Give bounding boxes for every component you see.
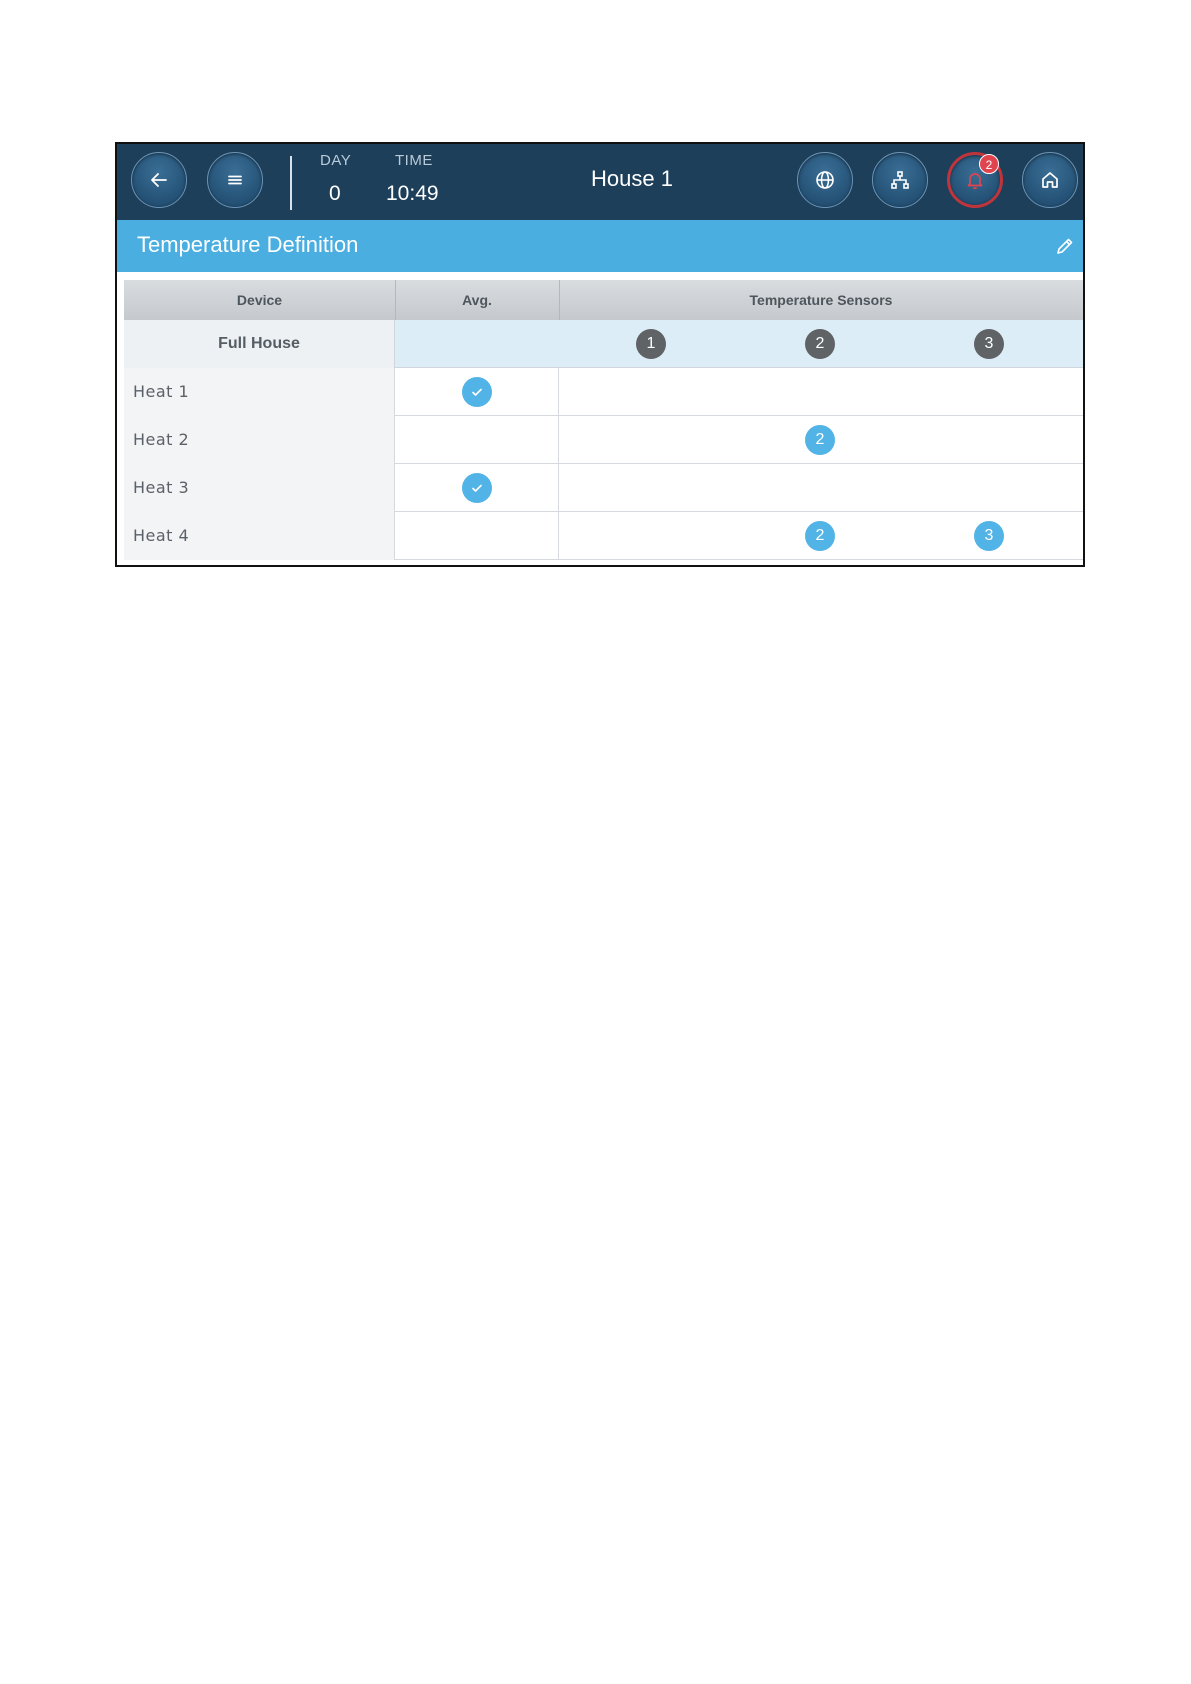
topbar-divider — [290, 156, 292, 210]
sensor-3-selected-badge[interactable]: 3 — [974, 521, 1004, 551]
sensor-3-header-badge: 3 — [974, 329, 1004, 359]
header-temperature-sensors: Temperature Sensors — [749, 292, 893, 308]
pencil-icon[interactable] — [1053, 234, 1077, 258]
row-label: Heat 2 — [124, 416, 395, 464]
avg-cell[interactable] — [395, 368, 559, 416]
header-avg: Avg. — [462, 292, 492, 308]
day-value: 0 — [329, 182, 341, 205]
network-icon — [888, 168, 912, 192]
row-label: Heat 4 — [124, 512, 395, 560]
table-row-heat-4[interactable] — [124, 512, 1083, 560]
hamburger-menu-icon — [223, 168, 247, 192]
sensor-2-header-badge: 2 — [805, 329, 835, 359]
sensor-2-selected-badge[interactable]: 2 — [805, 425, 835, 455]
globe-icon — [813, 168, 837, 192]
day-label: DAY — [320, 152, 352, 169]
time-value: 10:49 — [386, 182, 439, 205]
full-house-label: Full House — [124, 320, 395, 368]
time-label: TIME — [395, 152, 433, 169]
avg-cell[interactable] — [395, 512, 559, 560]
table-row-heat-1[interactable] — [124, 368, 1083, 416]
home-icon — [1038, 168, 1062, 192]
temperature-definition-table — [124, 280, 1083, 564]
back-button[interactable] — [131, 152, 187, 208]
globe-button[interactable] — [797, 152, 853, 208]
row-label: Heat 1 — [124, 368, 395, 416]
header-device: Device — [236, 292, 283, 308]
table-header-row — [124, 280, 1083, 320]
table-row-heat-2[interactable] — [124, 416, 1083, 464]
full-house-row — [124, 320, 1083, 368]
home-button[interactable] — [1022, 152, 1078, 208]
house-title: House 1 — [591, 166, 673, 191]
alarm-count-badge: 2 — [979, 154, 999, 174]
menu-button[interactable] — [207, 152, 263, 208]
avg-cell[interactable] — [395, 416, 559, 464]
row-label: Heat 3 — [124, 464, 395, 512]
network-button[interactable] — [872, 152, 928, 208]
sensor-2-selected-badge[interactable]: 2 — [805, 521, 835, 551]
avg-check-icon[interactable] — [462, 377, 492, 407]
avg-cell[interactable] — [395, 464, 559, 512]
controller-screen — [115, 142, 1085, 567]
section-title: Temperature Definition — [137, 232, 359, 257]
avg-check-icon[interactable] — [462, 473, 492, 503]
section-header — [117, 220, 1083, 272]
table-row-heat-3[interactable] — [124, 464, 1083, 512]
top-bar — [117, 144, 1083, 220]
arrow-left-icon — [147, 168, 171, 192]
sensor-1-header-badge: 1 — [636, 329, 666, 359]
